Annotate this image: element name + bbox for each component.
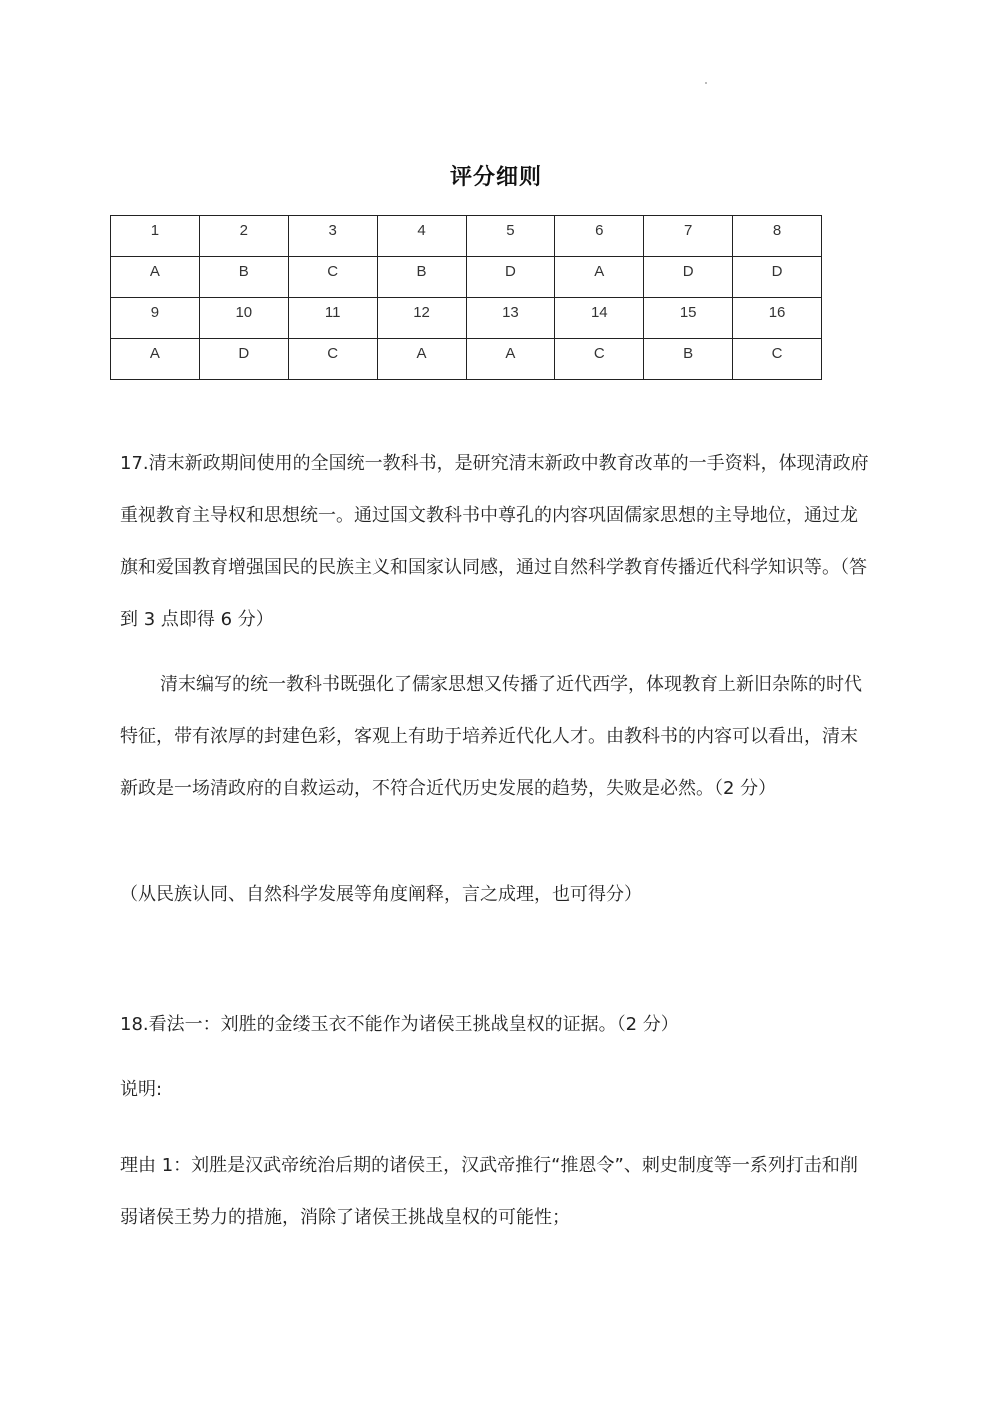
table-cell: A — [111, 257, 200, 298]
table-cell: D — [466, 257, 555, 298]
table-cell: 6 — [555, 216, 644, 257]
table-row — [111, 298, 822, 339]
q18-viewpoint: 18.看法一：刘胜的金缕玉衣不能作为诸侯王挑战皇权的证据。（2 分） — [120, 1014, 679, 1035]
table-cell: 10 — [199, 298, 288, 339]
answer-table — [110, 215, 822, 380]
table-cell: A — [377, 339, 466, 380]
table-cell: 14 — [555, 298, 644, 339]
q17-paragraph-1: 17.清末新政期间使用的全国统一教科书，是研究清末新政中教育改革的一手资料，体现清政府重视教育主导权和思想统一。通过国文教科书中尊孔的内容巩固儒家思想的主导地位，通过龙旗和爱国教育增强国民的民族主义和国家认同感，通过自然科学教育传播近代科学知识等。（答到 3 点即得 6 分） — [120, 453, 869, 630]
q18-reason-1: 理由 1：刘胜是汉武帝统治后期的诸侯王，汉武帝推行“推恩令”、刺史制度等一系列打击和削弱诸侯王势力的措施，消除了诸侯王挑战皇权的可能性； — [120, 1155, 858, 1228]
table-cell: 2 — [199, 216, 288, 257]
table-cell: C — [288, 257, 377, 298]
table-cell: 4 — [377, 216, 466, 257]
q18-explain-label: 说明: — [120, 1079, 163, 1100]
table-cell: B — [199, 257, 288, 298]
answer-table-body — [111, 216, 822, 380]
table-cell: C — [733, 339, 822, 380]
table-cell: 7 — [644, 216, 733, 257]
table-cell: 13 — [466, 298, 555, 339]
table-cell: B — [377, 257, 466, 298]
table-cell: D — [644, 257, 733, 298]
table-cell: C — [555, 339, 644, 380]
table-cell: A — [555, 257, 644, 298]
table-cell: D — [733, 257, 822, 298]
table-cell: C — [288, 339, 377, 380]
table-cell: D — [199, 339, 288, 380]
table-cell: 1 — [111, 216, 200, 257]
table-row — [111, 216, 822, 257]
table-row — [111, 257, 822, 298]
table-cell: B — [644, 339, 733, 380]
table-cell: 16 — [733, 298, 822, 339]
table-cell: 12 — [377, 298, 466, 339]
table-row — [111, 339, 822, 380]
page-title: 评分细则 — [449, 165, 542, 190]
table-cell: 8 — [733, 216, 822, 257]
q17-paragraph-2 — [120, 659, 875, 815]
table-cell: 11 — [288, 298, 377, 339]
q17-scoring-note: （从民族认同、自然科学发展等角度阐释，言之成理，也可得分） — [120, 884, 642, 905]
table-cell: 15 — [644, 298, 733, 339]
table-cell: 3 — [288, 216, 377, 257]
table-cell: A — [111, 339, 200, 380]
table-cell: 9 — [111, 298, 200, 339]
table-cell: 5 — [466, 216, 555, 257]
scan-dot — [705, 82, 707, 84]
table-cell: A — [466, 339, 555, 380]
q17-paragraph-2-text: 清末编写的统一教科书既强化了儒家思想又传播了近代西学，体现教育上新旧杂陈的时代特征，带有浓厚的封建色彩，客观上有助于培养近代化人才。由教科书的内容可以看出，清末新政是一场清政府的自救运动，不符合近代历史发展的趋势，失败是必然。（2 分） — [120, 674, 862, 799]
